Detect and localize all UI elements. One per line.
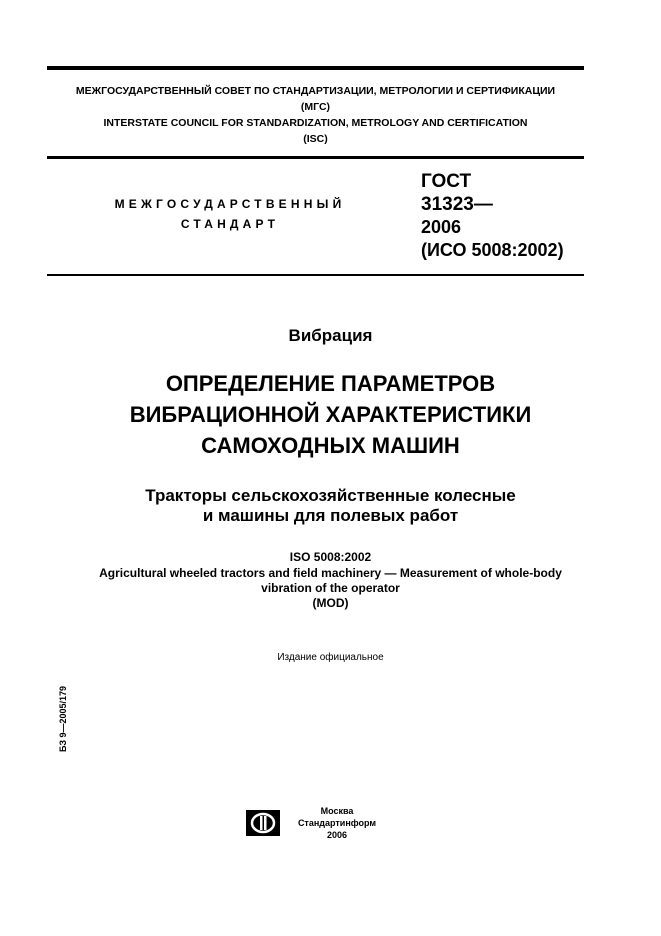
- iso-title-line1: Agricultural wheeled tractors and field machinery — Measurement of whole-body: [99, 566, 562, 580]
- iso-number: ISO 5008:2002: [289, 550, 372, 564]
- publisher: [292, 805, 382, 841]
- subtitle-line1: Тракторы сельскохозяйственные колесные: [145, 486, 516, 505]
- middle-rule: [47, 156, 584, 159]
- main-title-line3: САМОХОДНЫХ МАШИН: [201, 433, 460, 458]
- category-title: Вибрация: [288, 326, 373, 345]
- top-rule: [47, 66, 584, 70]
- standard-label-line2: СТАНДАРТ: [180, 217, 280, 231]
- council-en-name: INTERSTATE COUNCIL FOR STANDARDIZATION, METROLOGY AND CERTIFICATION: [103, 117, 528, 129]
- subtitle-line2: и машины для полевых работ: [202, 506, 459, 525]
- standard-label: [80, 194, 380, 234]
- council-en: [47, 115, 584, 147]
- bottom-rule: [47, 274, 584, 276]
- gost-designation: [421, 170, 564, 262]
- standartinform-logo-icon: [246, 810, 280, 836]
- publisher-year: 2006: [326, 830, 348, 840]
- iso-title-line2: vibration of the operator: [261, 581, 400, 595]
- publisher-name: Стандартинформ: [297, 818, 377, 828]
- gost-iso-equivalent: (ИСО 5008:2002): [421, 240, 564, 260]
- subtitle: [0, 486, 661, 526]
- council-ru-abbr: (МГС): [300, 101, 331, 113]
- council-ru-name: МЕЖГОСУДАРСТВЕННЫЙ СОВЕТ ПО СТАНДАРТИЗАЦИИ, МЕТРОЛОГИИ И СЕРТИФИКАЦИИ: [75, 85, 556, 97]
- iso-modifier: (MOD): [312, 596, 349, 610]
- gost-year: 2006: [421, 217, 462, 237]
- main-title: [0, 368, 661, 461]
- standard-label-line1: МЕЖГОСУДАРСТВЕННЫЙ: [114, 197, 346, 211]
- publisher-city: Москва: [320, 806, 354, 816]
- gost-number: 31323—: [421, 194, 493, 215]
- main-title-line1: ОПРЕДЕЛЕНИЕ ПАРАМЕТРОВ: [165, 371, 496, 396]
- main-title-line2: ВИБРАЦИОННОЙ ХАРАКТЕРИСТИКИ: [129, 402, 532, 427]
- side-code: БЗ 9—2005/179: [58, 685, 68, 752]
- council-ru: [47, 83, 584, 115]
- edition-note: Издание официальное: [277, 652, 384, 663]
- iso-title: [0, 566, 661, 611]
- gost-prefix: ГОСТ: [421, 171, 472, 192]
- council-en-abbr: (ISC): [303, 133, 328, 145]
